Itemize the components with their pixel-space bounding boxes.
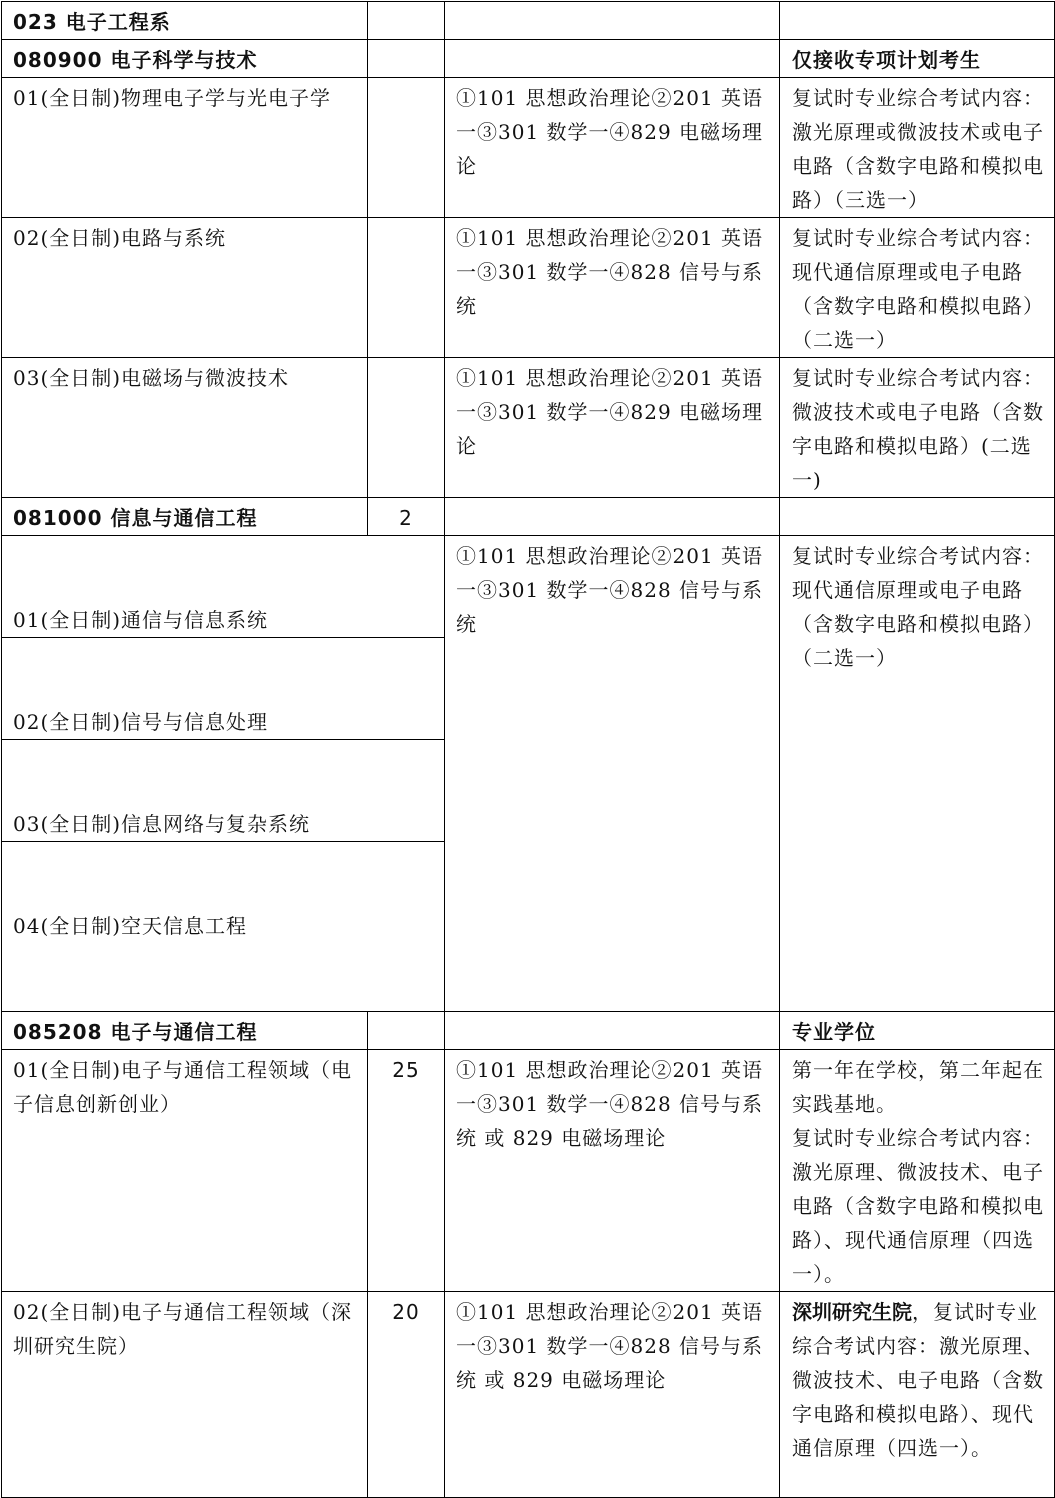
empty-cell (368, 2, 445, 40)
remark-cell (780, 358, 1055, 498)
major-cell (2, 1012, 368, 1050)
direction-cell (2, 78, 368, 218)
exams-cell (445, 358, 780, 498)
remark-cell (780, 1292, 1055, 1498)
direction-cell (2, 358, 368, 498)
direction-row (2, 358, 1055, 498)
major-cell (2, 498, 368, 536)
exam-subjects: ①101 思想政治理论②201 英语一③301 数学一④828 信号与系统 (456, 544, 764, 636)
department-row (2, 2, 1055, 40)
note-cell (780, 40, 1055, 78)
quota-cell (368, 218, 445, 358)
direction-list-cell (2, 536, 445, 1012)
quota-cell (368, 40, 445, 78)
exams-cell (445, 1292, 780, 1498)
major-quota: 2 (399, 506, 413, 530)
remark-text: 复试时专业综合考试内容：激光原理或微波技术或电子电路（含数字电路和模拟电路）（三选一） (792, 86, 1044, 212)
department-title: 023 电子工程系 (13, 10, 171, 34)
exam-subjects: ①101 思想政治理论②201 英语一③301 数学一④828 信号与系统 或 829 电磁场理论 (456, 1058, 764, 1150)
direction-group-row (2, 536, 1055, 1012)
quota-cell (368, 1050, 445, 1292)
exams-cell (445, 218, 780, 358)
note-cell (780, 1012, 1055, 1050)
quota-cell (368, 1292, 445, 1498)
major-note: 仅接收专项计划考生 (792, 48, 981, 72)
quota-cell (368, 498, 445, 536)
remark-text: 第一年在学校，第二年起在实践基地。 复试时专业综合考试内容：激光原理、微波技术、电子电路（含数字电路和模拟电路）、现代通信原理（四选一）。 (792, 1058, 1044, 1286)
direction-row (2, 1292, 1055, 1498)
major-header-row (2, 40, 1055, 78)
note-cell (780, 498, 1055, 536)
major-note (780, 498, 1054, 501)
admissions-catalog-table (1, 1, 1055, 1498)
major-header-row (2, 1012, 1055, 1050)
major-quota (368, 1012, 444, 1015)
exam-subjects: ①101 思想政治理论②201 英语一③301 数学一④828 信号与系统 (456, 226, 764, 318)
remark-cell (780, 218, 1055, 358)
exams-cell (445, 1050, 780, 1292)
direction-quota: 25 (392, 1058, 420, 1082)
major-cell (2, 40, 368, 78)
exams-cell (445, 536, 780, 1012)
direction-cell (2, 1050, 368, 1292)
direction-quota (368, 358, 444, 361)
major-code-name: 080900 电子科学与技术 (13, 48, 258, 72)
direction-row (2, 78, 1055, 218)
direction-name: 02(全日制)电子与通信工程领域（深圳研究生院） (13, 1300, 353, 1358)
empty-cell (445, 2, 780, 40)
direction-name: 01(全日制)电子与通信工程领域（电子信息创新创业） (13, 1058, 353, 1116)
quota-cell (368, 1012, 445, 1050)
direction-name: 03(全日制)电磁场与微波技术 (13, 366, 290, 390)
direction-quota: 20 (392, 1300, 420, 1324)
major-code-name: 085208 电子与通信工程 (13, 1020, 258, 1044)
direction-quota (368, 218, 444, 221)
remark-text: 复试时专业综合考试内容：微波技术或电子电路（含数字电路和模拟电路）(二选一) (792, 366, 1044, 492)
empty-cell (780, 2, 1055, 40)
exam-subjects: ①101 思想政治理论②201 英语一③301 数学一④828 信号与系统 或 829 电磁场理论 (456, 1300, 764, 1392)
direction-name: 02(全日制)电路与系统 (13, 226, 227, 250)
remark-cell (780, 1050, 1055, 1292)
empty-cell (445, 40, 780, 78)
list-item: 02(全日制)信号与信息处理 (2, 706, 444, 740)
major-quota (368, 40, 444, 43)
exams-cell (445, 78, 780, 218)
quota-cell (368, 358, 445, 498)
empty-cell (445, 1012, 780, 1050)
remark-text: 复试时专业综合考试内容：现代通信原理或电子电路（含数字电路和模拟电路）（二选一） (792, 226, 1044, 352)
remark-cell (780, 78, 1055, 218)
empty-cell (445, 498, 780, 536)
major-code-name: 081000 信息与通信工程 (13, 506, 258, 530)
list-item: 01(全日制)通信与信息系统 (2, 604, 444, 638)
direction-row (2, 1050, 1055, 1292)
direction-list (2, 536, 444, 1011)
major-header-row (2, 498, 1055, 536)
department-title-cell (2, 2, 368, 40)
major-note: 专业学位 (792, 1020, 876, 1044)
direction-name: 01(全日制)物理电子学与光电子学 (13, 86, 332, 110)
remark-text: 复试时专业综合考试内容：现代通信原理或电子电路（含数字电路和模拟电路）（二选一） (792, 544, 1044, 670)
exam-subjects: ①101 思想政治理论②201 英语一③301 数学一④829 电磁场理论 (456, 366, 764, 458)
direction-row (2, 218, 1055, 358)
remark-text (780, 1292, 1054, 1465)
remark-cell (780, 536, 1055, 1012)
list-item: 04(全日制)空天信息工程 (13, 914, 248, 938)
direction-cell (2, 218, 368, 358)
direction-cell (2, 1292, 368, 1498)
exam-subjects: ①101 思想政治理论②201 英语一③301 数学一④829 电磁场理论 (456, 86, 764, 178)
remark-lead: 深圳研究生院 (792, 1300, 912, 1324)
direction-quota (368, 78, 444, 81)
quota-cell (368, 78, 445, 218)
list-item: 03(全日制)信息网络与复杂系统 (2, 808, 444, 842)
remark-body: ，复试时专业综合考试内容：激光原理、微波技术、电子电路（含数字电路和模拟电路）、现代通信原理（四选一）。 (792, 1300, 1044, 1460)
